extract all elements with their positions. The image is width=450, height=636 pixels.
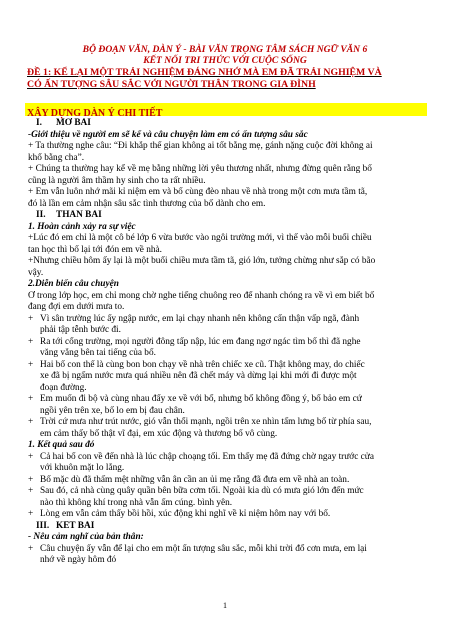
paragraph-line: đang đợi em dưới mưa to. [28, 302, 125, 312]
paragraph-line: +Lúc đó em chỉ là một cô bé lớp 6 vừa bước vào ngôi trường mới, vì thế vào mỗi buổi chiều [28, 233, 372, 243]
bullet-item: + Hai bố con thế là cùng bon bon chạy về nhà trên chiếc xe cũ. Thật không may, do chiếc [28, 359, 365, 370]
conclusion-subheading: - Nêu cảm nghĩ của bản thân: [28, 532, 144, 542]
bullet-item: + Ra tới cổng trường, mọi người đông tấp nập, lúc em đang ngơ ngác tìm bố thì đã nghe [28, 336, 361, 347]
document-title-line2: KẾT NỐI TRI THỨC VỚI CUỘC SỐNG [143, 55, 307, 66]
bullet-continuation: ngồi yên trên xe, bố lo em bị đau chân. [40, 405, 185, 416]
paragraph-line: + Em vẫn luôn nhớ mãi kỉ niệm em và bố cùng đèo nhau về nhà trong một cơn mưa tầm tã, [28, 187, 368, 197]
bullet-item: + Lòng em vẫn cảm thấy bồi hồi, xúc động khi nghĩ về kỉ niệm hôm nay với bố. [28, 509, 331, 519]
section-heading-body: II. THÂN BÀI [36, 210, 102, 220]
bullet-item: + Cả hai bố con về đến nhà là lúc chập choạng tối. Em thấy mẹ đã đứng chờ ngay trước cửa [28, 451, 374, 462]
bullet-item: + Em muốn đi bộ và cùng nhau đẩy xe về với bố, nhưng bố không đồng ý, bố bảo em cứ [28, 394, 362, 404]
outline-heading-highlight [25, 103, 427, 119]
body-subheading-1: 1. Hoàn cảnh xảy ra sự việc [28, 221, 136, 232]
bullet-continuation: văng vẳng bên tai tiếng của bố. [40, 348, 156, 358]
document-title-line1: BỘ ĐOẠN VĂN, DÀN Ý - BÀI VĂN TRỌNG TÂM SÁCH NGỮ VĂN 6 [82, 44, 368, 55]
paragraph-line: + Chúng ta thường hay kể về mẹ bằng những lời yêu thương nhất, nhưng đừng quên rằng bố [28, 164, 372, 174]
bullet-continuation: em cảm thấy bố thật vĩ đại, em xúc động và thương bố vô cùng. [40, 428, 278, 439]
bullet-item: + Trời cứ mưa như trút nước, gió vẫn thổi mạnh, ngồi trên xe nhìn tấm lưng bố từ phía sau, [28, 417, 372, 427]
paragraph-line: tan học thì bố lại tới đón em về nhà. [28, 244, 163, 255]
paragraph-line: khổ bằng cha”. [28, 152, 85, 163]
bullet-item: + Bố mặc dù đã thấm mệt những vẫn ân cần an ủi mẹ rằng đã đưa em về nhà an toàn. [28, 474, 350, 485]
bullet-continuation: nào thì không khí trong nhà vẫn ấm cúng. bình yên. [40, 497, 233, 508]
bullet-item: + Sau đó, cả nhà cùng quây quần bên bữa cơm tối. Ngoài kia dù có mưa gió lớn đến mức [28, 486, 364, 496]
paragraph-line: +Nhưng chiều hôm ấy lại là một buổi chiều mưa tầm tã, gió lớn, tưởng chừng như sắp có bão [28, 256, 376, 266]
body-subheading-2: 2.Diễn biến câu chuyện [28, 279, 119, 289]
topic-line1: ĐỀ 1: KỂ LẠI MỘT TRẢI NGHIỆM ĐÁNG NHỚ MÀ EM ĐÃ TRẢI NGHIỆM VÀ [27, 67, 382, 78]
bullet-item: + Vì sân trường lúc ấy ngập nước, em lại chạy nhanh nên không cẩn thận vấp ngã, đành [28, 313, 360, 324]
paragraph-line: + Ta thường nghe câu: “Đi khắp thế gian không ai tốt bằng mẹ, gánh nặng cuộc đời không ai [28, 141, 373, 151]
bullet-continuation: nhớ về ngày hôm đó [40, 555, 117, 565]
paragraph-line: cũng là người âm thầm hy sinh cho ta rất nhiều. [28, 175, 206, 186]
document-body [28, 118, 426, 567]
bullet-item: + Câu chuyện ấy vẫn để lại cho em một ấn tượng sâu sắc, mỗi khi trời đổ cơn mưa, em lại [28, 543, 367, 554]
intro-subheading: -Giới thiệu về người em sẽ kể và câu chuyện làm em có ấn tượng sâu sắc [28, 129, 308, 140]
outline-heading: XÂY DỰNG DÀN Ý CHI TIẾT [27, 108, 163, 119]
bullet-continuation: với khuôn mặt lo lắng. [40, 463, 125, 473]
paragraph-line: vậy. [28, 267, 44, 278]
page-number: 1 [223, 601, 227, 610]
topic-line2: CÓ ẤN TƯỢNG SÂU SẮC VỚI NGƯỜI THÂN TRONG GIA ĐÌNH [27, 79, 316, 90]
paragraph-line: Ở trong lớp học, em chỉ mong chờ nghe tiếng chuông reo để nhanh chóng ra về vì em biết bố [28, 290, 375, 301]
bullet-continuation: phải tập tễnh bước đi. [40, 325, 121, 335]
bullet-continuation: xe đã bị ngấm nước mưa quá nhiều nên đã chết máy và dừng lại khi mới đi được một [40, 371, 357, 381]
body-subheading-3: 1. Kết quả sau đó [28, 440, 95, 450]
section-heading-conclusion: III. KẾT BÀI [36, 520, 95, 531]
bullet-continuation: đoạn đường. [40, 382, 87, 393]
section-heading-intro: I. MỞ BÀI [36, 118, 91, 128]
paragraph-line: đó là lần em cảm nhận sâu sắc tình thương của bố dành cho em. [28, 198, 266, 209]
topic-heading [27, 67, 427, 91]
